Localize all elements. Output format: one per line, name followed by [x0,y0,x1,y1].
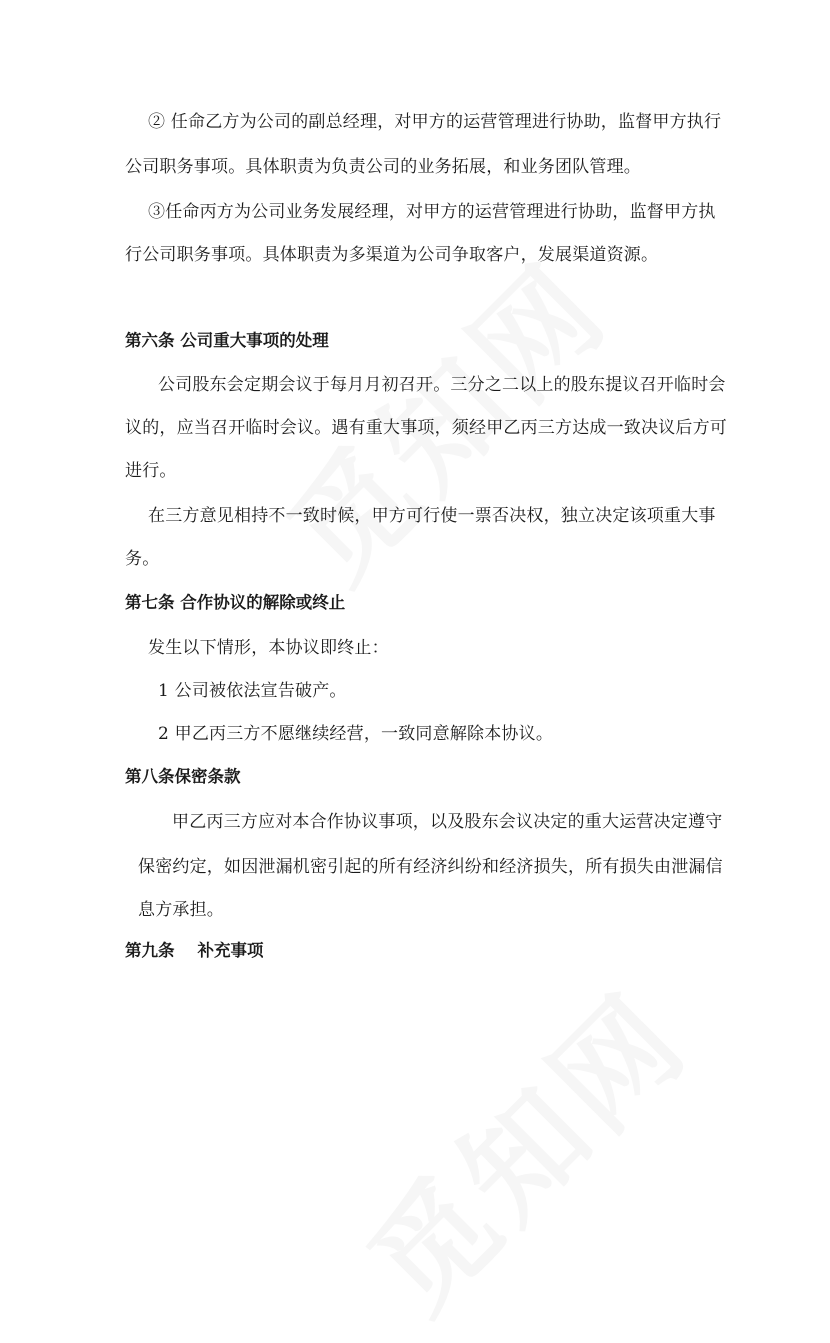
section6-p1-line2: 议的，应当召开临时会议。遇有重大事项，须经甲乙丙三方达成一致决议后方可 [125,418,727,438]
section6-p2-line1: 在三方意见相持不一致时候，甲方可行使一票否决权，独立决定该项重大事 [148,506,716,526]
section8-line1: 甲乙丙三方应对本合作协议事项，以及股东会议决定的重大运营决定遵守 [172,812,723,832]
section7-item2: 2 甲乙丙三方不愿继续经营，一致同意解除本协议。 [158,724,554,744]
item3-line1: ③任命丙方为公司业务发展经理，对甲方的运营管理进行协助，监督甲方执 [148,202,716,222]
section6-p1-line3: 进行。 [125,461,177,481]
item2-line2: 公司职务事项。具体职责为负责公司的业务拓展，和业务团队管理。 [125,157,641,177]
section8-line3: 息方承担。 [138,900,224,920]
item2-line1: ② 任命乙方为公司的副总经理，对甲方的运营管理进行协助，监督甲方执行 [148,112,722,132]
section8-line2: 保密约定，如因泄漏机密引起的所有经济纠纷和经济损失，所有损失由泄漏信 [138,857,723,877]
section6-p1-line1: 公司股东会定期会议于每月月初召开。三分之二以上的股东提议召开临时会 [158,375,726,395]
section7-title: 第七条 合作协议的解除或终止 [125,593,346,612]
item3-line2: 行公司职务事项。具体职责为多渠道为公司争取客户，发展渠道资源。 [125,245,659,265]
section9-title: 第九条 补充事项 [125,941,264,960]
watermark-text-bottom [325,949,718,1342]
section6-p2-line2: 务。 [125,549,160,569]
section7-item1: 1 公司被依法宣告破产。 [158,681,347,701]
section7-intro: 发生以下情形，本协议即终止： [148,638,389,658]
section8-title: 第八条保密条款 [125,767,241,786]
section6-title: 第六条 公司重大事项的处理 [125,331,329,350]
